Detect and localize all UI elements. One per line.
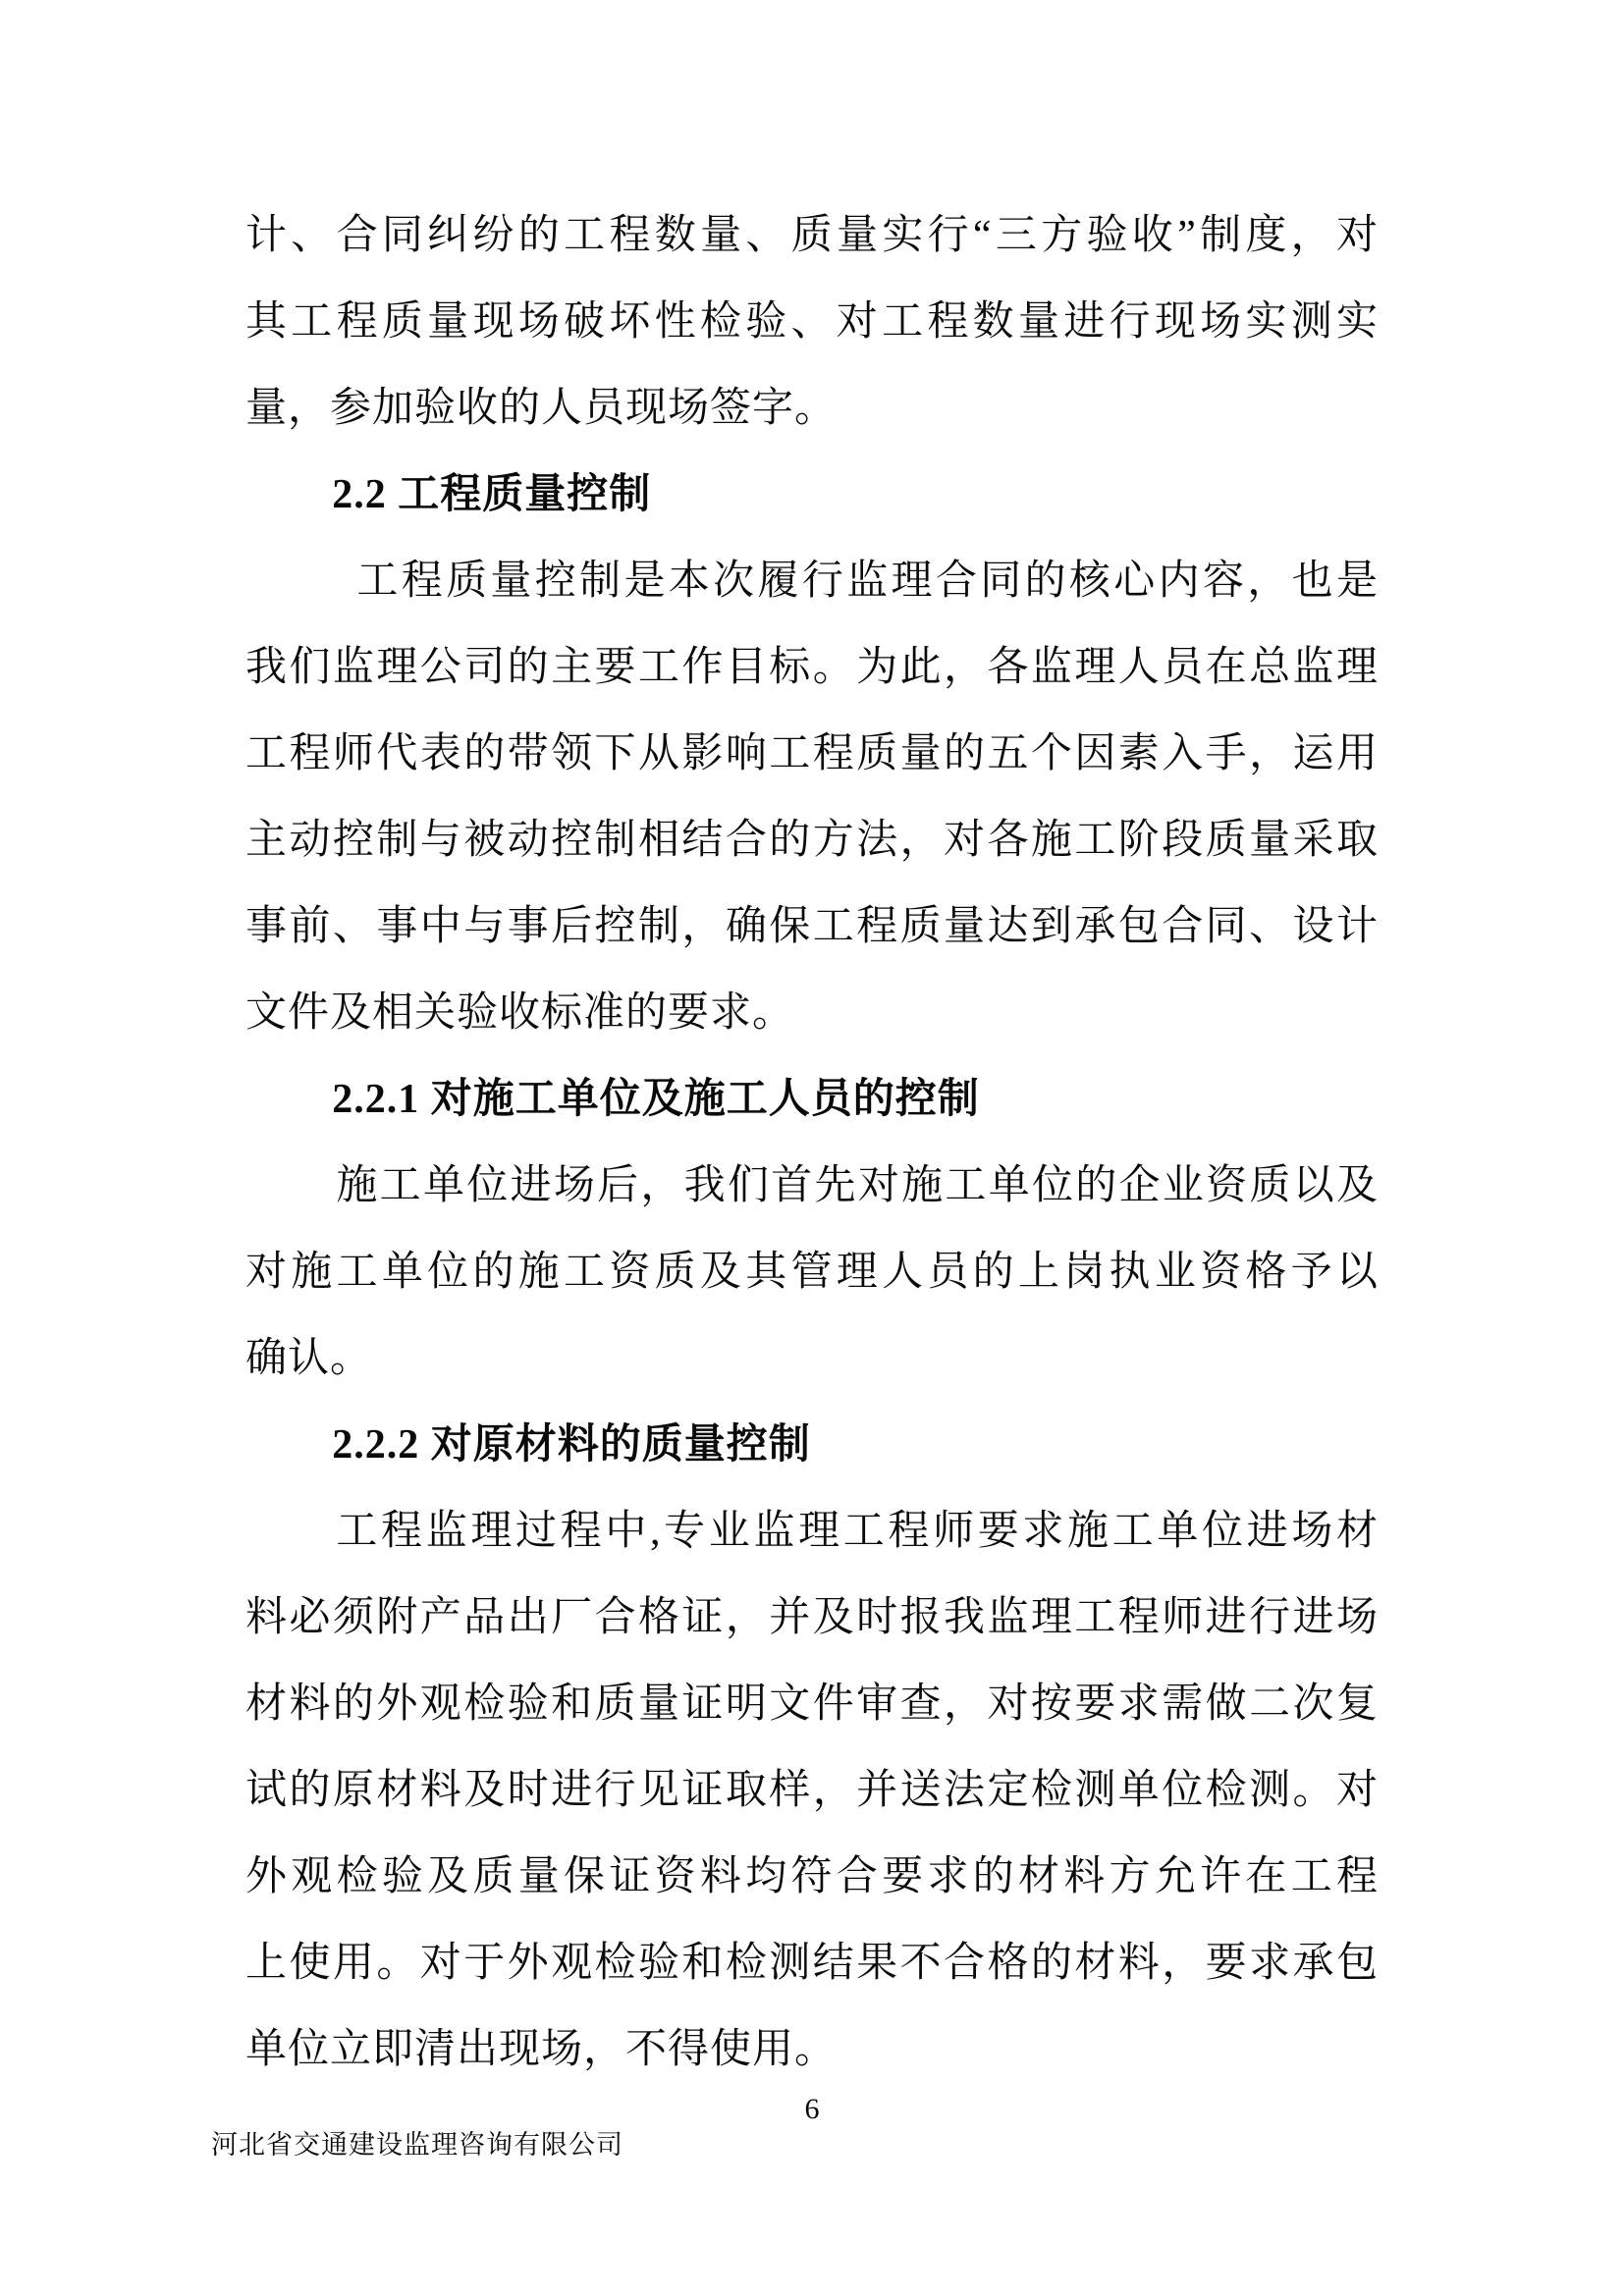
- text-line: 主动控制与被动控制相结合的方法，对各施工阶段质量采取: [245, 818, 1379, 863]
- text-line: 事前、事中与事后控制，确保工程质量达到承包合同、设计: [245, 904, 1379, 949]
- text-line: 工程质量控制是本次履行监理合同的核心内容，也是: [356, 559, 1379, 604]
- text-line: 2.2.1 对施工单位及施工人员的控制: [332, 1077, 980, 1122]
- text-line: 料必须附产品出厂合格证，并及时报我监理工程师进行进场: [245, 1595, 1379, 1640]
- text-line: 我们监理公司的主要工作目标。为此，各监理人员在总监理: [245, 645, 1379, 690]
- text-line: 上使用。对于外观检验和检测结果不合格的材料，要求承包: [245, 1941, 1379, 1986]
- text-line: 其工程质量现场破坏性检验、对工程数量进行现场实测实: [245, 299, 1379, 345]
- text-line: 计、合同纠纷的工程数量、质量实行“三方验收”制度，对: [245, 213, 1379, 258]
- text-line: 材料的外观检验和质量证明文件审查，对按要求需做二次复: [245, 1682, 1379, 1727]
- text-line: 工程监理过程中,专业监理工程师要求施工单位进场材: [336, 1509, 1379, 1554]
- footer-company: 河北省交通建设监理咨询有限公司: [211, 2130, 623, 2160]
- text-line: 单位立即清出现场，不得使用。: [245, 2027, 838, 2072]
- text-line: 2.2.2 对原材料的质量控制: [332, 1422, 811, 1468]
- text-line: 施工单位进场后，我们首先对施工单位的企业资质以及: [336, 1163, 1379, 1208]
- page-number: 6: [804, 2093, 820, 2125]
- text-line: 试的原材料及时进行见证取样，并送法定检测单位检测。对: [245, 1768, 1379, 1813]
- text-line: 确认。: [245, 1336, 373, 1381]
- text-line: 2.2 工程质量控制: [332, 472, 652, 517]
- text-line: 文件及相关验收标准的要求。: [245, 990, 795, 1036]
- text-line: 量，参加验收的人员现场签字。: [245, 386, 838, 431]
- text-line: 外观检验及质量保证资料均符合要求的材料方允许在工程: [245, 1854, 1379, 1899]
- text-line: 工程师代表的带领下从影响工程质量的五个因素入手，运用: [245, 731, 1379, 776]
- text-line: 对施工单位的施工资质及其管理人员的上岗执业资格予以: [245, 1250, 1379, 1295]
- document-body: [245, 192, 1379, 2093]
